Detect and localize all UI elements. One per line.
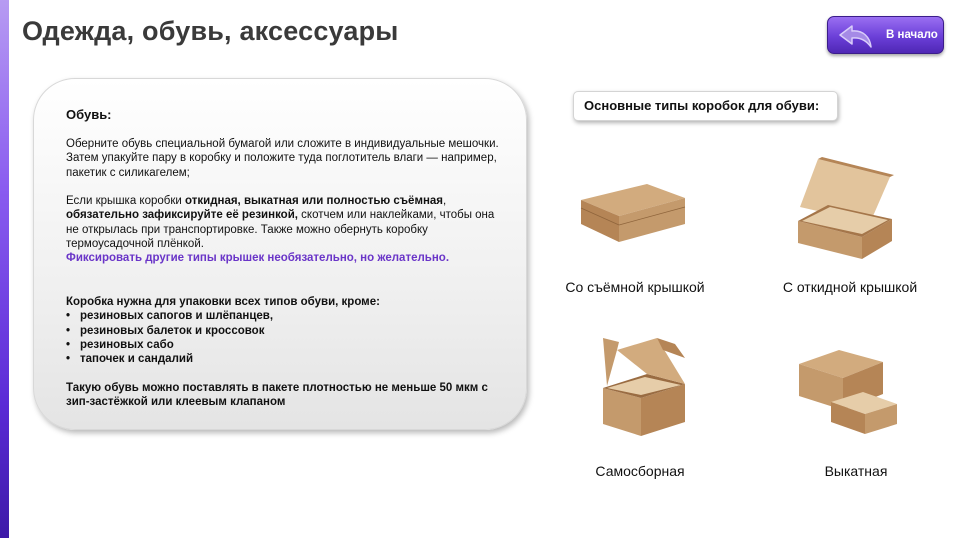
list-item: • тапочек и сандалий <box>66 352 506 366</box>
hinged-lid-box-image <box>790 155 900 265</box>
home-button-label: В начало <box>886 29 938 41</box>
page-title: Одежда, обувь, аксессуары <box>22 16 399 46</box>
removable-lid-box-image <box>575 178 690 250</box>
exceptions-heading: Коробка нужна для упаковки всех типов обуви, кроме: <box>66 296 380 308</box>
list-item: • резиновых балеток и кроссовок <box>66 324 506 338</box>
lid-fixation-text: Если крышка коробки откидная, выкатная или полностью съёмная, обязательно зафиксируйте её резинкой, скотчем или наклейками, чтобы она не открылась при транспортировке. Также можно обернуть коробку термоусадочной плёнкой. Фиксировать другие типы крышек необязательно, но желательно. <box>66 195 495 265</box>
shoes-info-card <box>33 78 527 430</box>
box-types-heading: Основные типы коробок для обуви: <box>573 91 838 121</box>
sliding-drawer-box-image <box>793 344 903 438</box>
home-button[interactable] <box>827 16 944 54</box>
box-caption-self-assembly: Самосборная <box>595 463 685 479</box>
list-item: • резиновых сабо <box>66 338 506 352</box>
bag-packaging-note: Такую обувь можно поставлять в пакете плотностью не меньше 50 мкм с зип-застёжкой или клеевым клапаном <box>66 382 488 409</box>
list-item: • резиновых сапогов и шлёпанцев, <box>66 309 506 323</box>
back-arrow-icon <box>836 21 876 51</box>
box-caption-removable: Со съёмной крышкой <box>565 279 705 295</box>
exceptions-list <box>66 309 506 366</box>
exceptions-block <box>66 295 506 366</box>
lid-fixation-note: Фиксировать другие типы крышек необязательно, но желательно. <box>66 252 450 265</box>
box-caption-sliding: Выкатная <box>824 463 888 479</box>
box-caption-hinged: С откидной крышкой <box>782 279 918 295</box>
left-accent-bar <box>0 0 9 538</box>
wrap-instructions: Оберните обувь специальной бумагой или сложите в индивидуальные мешочки. Затем упакуйте пару в коробку и положите туда поглотитель влаги — например, пакетик с силикагелем; <box>66 138 499 179</box>
self-assembly-box-image <box>597 334 691 440</box>
card-heading: Обувь: <box>66 107 112 122</box>
